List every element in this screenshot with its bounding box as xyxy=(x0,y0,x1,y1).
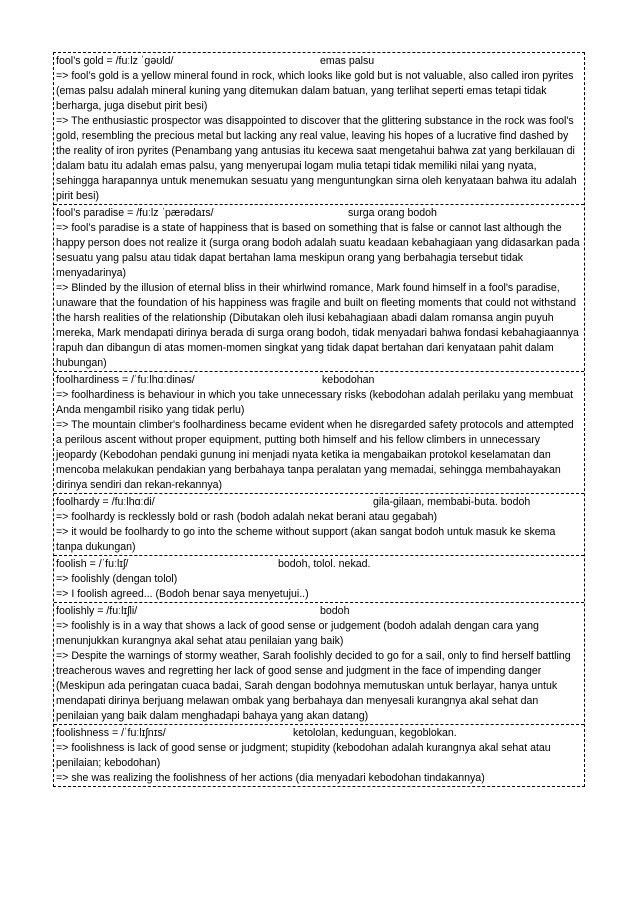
entry-foolish xyxy=(54,556,584,603)
entry-example: => Despite the warnings of stormy weather, Sarah foolishly decided to go for a sail, only to find herself battling treacherous waves and regretting her lack of good sense and judgment in the face of impending danger (Meskipun ada peringatan cuaca badai, Sarah dengan bodohnya memutuskan untuk berlayar, hanya untuk mendapati dirinya berjuang melawan ombak yang berbahaya dan menyesali kurangnya akal sehat dan penilaian yang baik dalam menghadapi bahaya yang akan datang) xyxy=(56,650,571,722)
entry-translation: surga orang bodoh xyxy=(348,207,437,219)
entry-term: foolhardiness = /ˈfuːlhɑːdinəs/ xyxy=(56,374,195,386)
entry-translation: bodoh xyxy=(320,605,350,617)
entry-term: foolhardy = /fuːlhɑːdi/ xyxy=(56,496,155,508)
entry-example: => The mountain climber's foolhardiness became evident when he disregarded safety protocols and attempted a perilous ascent without proper equipment, putting both himself and his fellow climbers in unnecessary jeopardy (Kebodohan pendaki gunung ini menjadi nyata ketika ia mengabaikan protokol keselamatan dan mencoba melakukan pendakian yang berbahaya tanpa peralatan yang memadai, sehingga membahayakan dirinya sendiri dan rekan-rekannya) xyxy=(56,419,574,491)
entry-translation: bodoh, tolol. nekad. xyxy=(278,558,371,570)
entry-example: => Blinded by the illusion of eternal bliss in their whirlwind romance, Mark found himself in a fool's paradise, unaware that the foundation of his happiness was fragile and built on fleeting moments that could not withstand the harsh realities of the relationship (Dibutakan oleh ilusi kebahagiaan abadi dalam romansa angin puyuh mereka, Mark mendapati dirinya berada di surga orang bodoh, tidak menyadari bahwa fondasi kebahagiaannya rapuh dan dibangun di atas momen-momen singkat yang tidak dapat bertahan dari kenyataan pahit dalam hubungan) xyxy=(56,282,579,369)
entry-translation: emas palsu xyxy=(320,55,375,67)
entry-translation: ketololan, kedunguan, kegoblokan. xyxy=(293,727,457,739)
entry-example: => The enthusiastic prospector was disappointed to discover that the glittering substance in the rock was fool's gold, resembling the precious metal but lacking any real value, leaving his hopes of a lucrative find dashed by the reality of iron pyrites (Penambang yang antusias itu kecewa saat mengetahui bahwa zat yang berkilauan di dalam batu itu adalah emas palsu, yang menyerupai logam mulia tetapi tidak memiliki nilai yang nyata, sehingga harapannya untuk menemukan sesuatu yang menguntungkan sirna oleh kenyataan bahwa itu adalah pirit besi) xyxy=(56,115,577,202)
entry-term: foolishly = /fuːlɪʃli/ xyxy=(56,605,138,617)
entry-foolhardy xyxy=(54,494,584,556)
vocabulary-table xyxy=(53,52,585,787)
entry-term: foolish = /ˈfuːlɪʃ/ xyxy=(56,558,129,570)
entry-definition: => foolhardy is recklessly bold or rash (bodoh adalah nekat berani atau gegabah) xyxy=(56,511,438,523)
entry-definition: => foolishness is lack of good sense or judgment; stupidity (kebodohan adalah kurangnya akal sehat atau penilaian; kebodohan) xyxy=(56,742,551,769)
entry-term: fool’s gold = /fuːlz ˈgəʊld/ xyxy=(56,55,174,67)
entry-definition: => foolishly is in a way that shows a lack of good sense or judgement (bodoh adalah dengan cara yang menunjukkan kurangnya akal sehat atau penilaian yang baik) xyxy=(56,620,539,647)
entry-translation: gila-gilaan, membabi-buta. bodoh xyxy=(373,496,531,508)
entry-definition: => fool’s gold is a yellow mineral found in rock, which looks like gold but is not valuable, also called iron pyrites (emas palsu adalah mineral kuning yang ditemukan dalam batuan, yang terlihat seperti emas tetapi tidak berharga, juga disebut pirit besi) xyxy=(56,70,574,112)
entry-translation: kebodohan xyxy=(322,374,375,386)
entry-example: => I foolish agreed... (Bodoh benar saya menyetujui..) xyxy=(56,588,309,600)
entry-foolhardiness xyxy=(54,372,584,494)
entry-definition: => fool’s paradise is a state of happiness that is based on something that is false or cannot last although the happy person does not realize it (surga orang bodoh adalah suatu keadaan kebahagiaan yang didasarkan pada sesuatu yang palsu atau tidak dapat bertahan lama meskipun orang yang berbahagia tersebut tidak menyadarinya) xyxy=(56,222,580,279)
entry-definition: => foolishly (dengan tolol) xyxy=(56,573,178,585)
entry-example: => she was realizing the foolishness of her actions (dia menyadari kebodohan tindakannya) xyxy=(56,772,485,784)
entry-fools-paradise xyxy=(54,205,584,372)
entry-fools-gold xyxy=(54,53,584,205)
entry-term: fool’s paradise = /fuːlz ˈpærədaɪs/ xyxy=(56,207,214,219)
entry-term: foolishness = /ˈfuːlɪʃnɪs/ xyxy=(56,727,166,739)
entry-example: => it would be foolhardy to go into the scheme without support (akan sangat bodoh untuk masuk ke skema tanpa dukungan) xyxy=(56,526,556,553)
entry-foolishness xyxy=(54,725,584,786)
entry-foolishly xyxy=(54,603,584,725)
entry-definition: => foolhardiness is behaviour in which you take unnecessary risks (kebodohan adalah perilaku yang membuat Anda mengambil risiko yang tidak perlu) xyxy=(56,389,574,416)
